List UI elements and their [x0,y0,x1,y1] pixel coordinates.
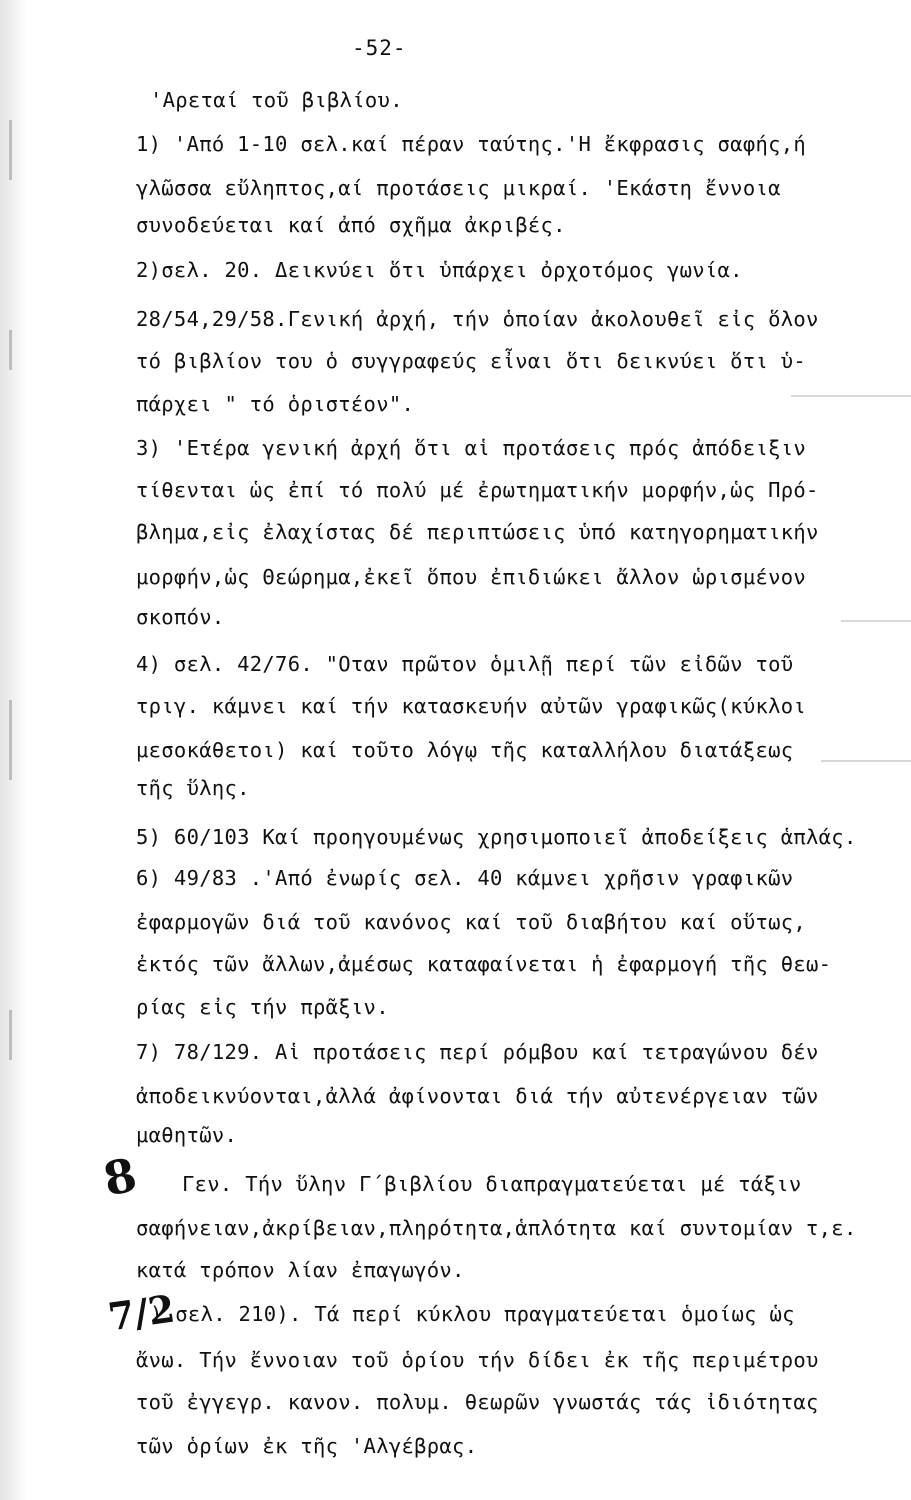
text-line: μαθητῶν. [136,1123,238,1147]
section-heading: 'Αρεταί τοῦ βιβλίου. [150,88,403,112]
text-line: 6) 49/83 .'Από ἐνωρίς σελ. 40 κάμνει χρῆσιν γραφικῶν [136,866,794,890]
text-line: μεσοκάθετοι) καί τοῦτο λόγῳ τῆς καταλλήλου διατάξεως [136,738,794,762]
text-line: τῆς ὕλης. [136,776,250,800]
text-line: τῶν ὁρίων ἐκ τῆς 'Αλγέβρας. [136,1434,478,1458]
text-line: σαφήνειαν,ἀκρίβειαν,πληρότητα,ἁπλότητα καί συντομίαν τ,ε. [136,1216,857,1240]
text-line: σκοπόν. [136,605,225,629]
text-line: κατά τρόπον λίαν ἐπαγωγόν. [136,1258,465,1282]
binding-edge [0,0,26,1500]
text-line: 5) 60/103 Καί προηγουμένως χρησιμοποιεῖ ἀποδείξεις ἁπλάς. [136,825,857,849]
text-line: γλῶσσα εὔληπτος,αί προτάσεις μικραί. 'Εκάστη ἔννοια [136,176,781,200]
text-line: Γεν. Τήν ὕλην Γ΄βιβλίου διαπραγματεύεται μέ τάξιν [182,1172,802,1196]
text-line: βλημα,εἰς ἐλαχίστας δέ περιπτώσεις ὑπό κατηγορηματικήν [136,520,819,544]
text-line: τό βιβλίον του ὁ συγγραφεύς εἶναι ὅτι δεικνύει ὅτι ὑ- [136,349,807,373]
handwritten-mark-7-2: 7/2 [105,1285,178,1340]
text-line: 7) 78/129. Αἱ προτάσεις περί ρόμβου καί τετραγώνου δέν [136,1040,819,1064]
text-line: ἐφαρμογῶν διά τοῦ κανόνος καί τοῦ διαβήτου καί οὕτως, [136,910,807,934]
text-line: 3) 'Ετέρα γενική ἀρχή ὅτι αἱ προτάσεις πρός ἀπόδειξιν [136,436,807,460]
text-line: πάρχει " τό ὁριστέον". [136,392,415,416]
text-line: ἀποδεικνύονται,ἀλλά ἀφίνονται διά τήν αὐτενέργειαν τῶν [136,1084,819,1108]
text-line: 1) 'Από 1-10 σελ.καί πέραν ταύτης.'Η ἔκφρασις σαφής,ή [136,132,807,156]
text-line: ἄνω. Τήν ἔννοιαν τοῦ ὁρίου τήν δίδει ἐκ τῆς περιμέτρου [136,1348,819,1372]
text-line: 4) σελ. 42/76. "Οταν πρῶτον ὁμιλῇ περί τῶν εἰδῶν τοῦ [136,652,794,676]
text-line: 2)σελ. 20. Δεικνύει ὅτι ὑπάρχει ὀρχοτόμος γωνία. [136,258,743,282]
text-line: μορφήν,ὡς Θεώρημα,ἐκεῖ ὅπου ἐπιδιώκει ἄλλον ὡρισμένον [136,565,807,589]
text-line: ) σελ. 210). Τά περί κύκλου πραγματεύεται ὁμοίως ὡς [150,1302,795,1326]
text-line: 28/54,29/58.Γενική ἀρχή, τήν ὁποίαν ἀκολουθεῖ εἰς ὅλον [136,307,819,331]
text-line: ἐκτός τῶν ἄλλων,ἀμέσως καταφαίνεται ἡ ἐφαρμογή τῆς θεω- [136,952,832,976]
text-line: ρίας εἰς τήν πρᾶξιν. [136,995,389,1019]
text-line: τοῦ ἐγγεγρ. κανον. πολυμ. θεωρῶν γνωστάς τάς ἰδιότητας [136,1390,819,1414]
page-number: -52- [352,36,407,60]
text-line: τριγ. κάμνει καί τήν κατασκευήν αὐτῶν γραφικῶς(κύκλοι [136,694,807,718]
text-line: τίθενται ὡς ἐπί τό πολύ μέ ἐρωτηματικήν μορφήν,ὡς Πρό- [136,478,819,502]
handwritten-mark-8: 8 [98,1147,142,1207]
text-line: συνοδεύεται καί ἀπό σχῆμα ἀκριβές. [136,213,566,237]
